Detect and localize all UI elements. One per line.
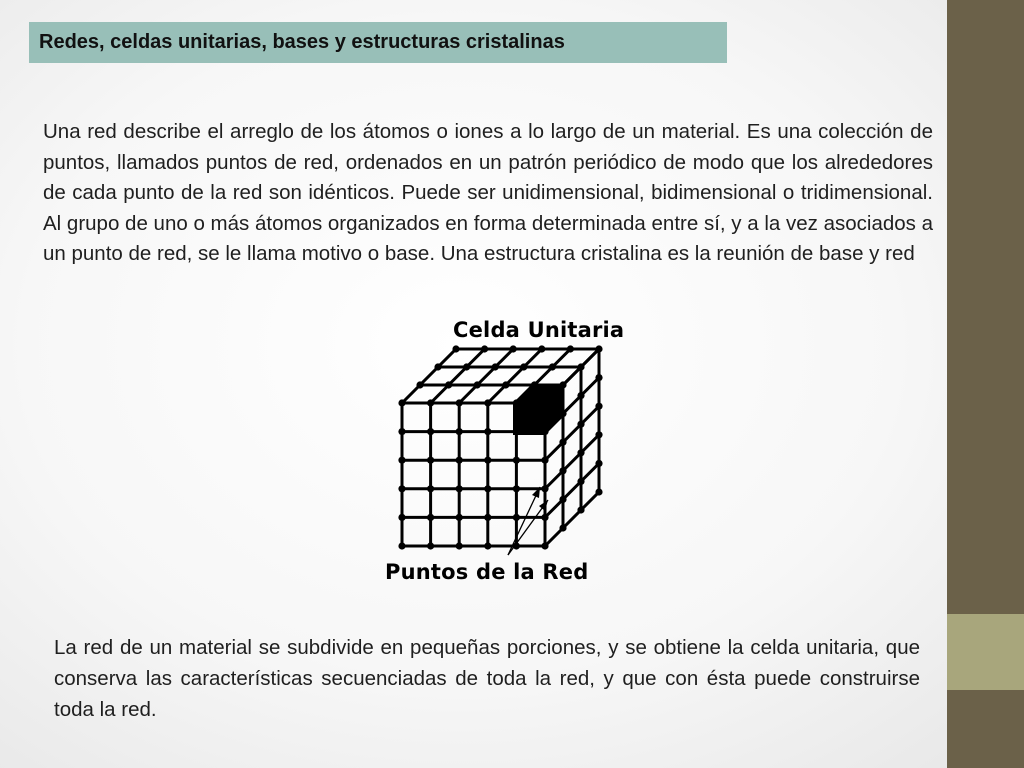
top-grid-line xyxy=(402,349,456,403)
lattice-point xyxy=(541,485,548,492)
lattice-point xyxy=(398,514,405,521)
lattice-point xyxy=(484,514,491,521)
title-bar xyxy=(29,22,727,63)
lattice-point xyxy=(549,363,556,370)
lattice-point xyxy=(595,488,602,495)
lattice-point xyxy=(484,485,491,492)
figure-caption: Puntos de la Red xyxy=(385,560,589,584)
lattice-point xyxy=(577,421,584,428)
lattice-point xyxy=(484,542,491,549)
lattice-point xyxy=(398,399,405,406)
lattice-point xyxy=(513,457,520,464)
lattice-point xyxy=(416,381,423,388)
lattice-point xyxy=(398,428,405,435)
lattice-point xyxy=(559,439,566,446)
lattice-point xyxy=(559,524,566,531)
paragraph-lattice-definition: Una red describe el arreglo de los átomos o iones a lo largo de un material. Es una colección de puntos, llamados puntos de red, ordenados en un patrón periódico de modo que los alrededores de cada punto de la red son idénticos. Puede ser unidimensional, bidimensional o tridimensional. Al grupo de uno o más átomos organizados en forma determinada entre sí, y a la vez asociados a un punto de red, se le llama motivo o base. Una estructura cristalina es la reunión de base y red xyxy=(43,120,933,266)
lattice-point xyxy=(538,345,545,352)
lattice-point xyxy=(474,381,481,388)
top-grid-line xyxy=(431,349,485,403)
lattice-cube-diagram xyxy=(380,312,640,592)
lattice-point xyxy=(567,345,574,352)
lattice-point xyxy=(434,363,441,370)
lattice-point xyxy=(452,345,459,352)
lattice-point xyxy=(513,514,520,521)
lattice-point xyxy=(577,363,584,370)
lattice-point xyxy=(559,467,566,474)
top-grid-line xyxy=(459,349,513,403)
lattice-point xyxy=(577,449,584,456)
lattice-point xyxy=(456,514,463,521)
paragraph-unit-cell: La red de un material se subdivide en pequeñas porciones, y se obtiene la celda unitaria, que conserva las características secuenciadas de toda la red, y que con ésta puede construirse toda la red. xyxy=(54,636,920,721)
lattice-point xyxy=(502,381,509,388)
lattice-point xyxy=(456,428,463,435)
lattice-point xyxy=(427,428,434,435)
unit-cell-figure xyxy=(380,312,640,592)
figure-title: Celda Unitaria xyxy=(453,318,625,342)
lattice-point xyxy=(595,345,602,352)
sidebar-accent-decoration xyxy=(947,614,1024,690)
lattice-point xyxy=(427,542,434,549)
lattice-point xyxy=(595,460,602,467)
lattice-point xyxy=(520,363,527,370)
lattice-point xyxy=(541,542,548,549)
lattice-point xyxy=(492,363,499,370)
lattice-point xyxy=(513,485,520,492)
lattice-point xyxy=(577,506,584,513)
lattice-point xyxy=(427,485,434,492)
lattice-point xyxy=(595,374,602,381)
lattice-point xyxy=(541,514,548,521)
side-grid-line xyxy=(545,492,599,546)
side-grid-line xyxy=(545,463,599,517)
lattice-point xyxy=(427,457,434,464)
slide-title: Redes, celdas unitarias, bases y estructuras cristalinas xyxy=(39,31,565,53)
lattice-point xyxy=(456,485,463,492)
lattice-point xyxy=(595,403,602,410)
lattice-point xyxy=(463,363,470,370)
lattice-point xyxy=(456,542,463,549)
lattice-point xyxy=(559,496,566,503)
side-grid-line xyxy=(545,435,599,489)
lattice-point xyxy=(484,457,491,464)
lattice-point xyxy=(456,457,463,464)
lattice-point xyxy=(398,457,405,464)
lattice-point xyxy=(398,542,405,549)
lattice-point xyxy=(427,399,434,406)
lattice-point xyxy=(577,478,584,485)
lattice-point xyxy=(541,457,548,464)
lattice-point xyxy=(445,381,452,388)
lattice-point xyxy=(456,399,463,406)
lattice-point xyxy=(481,345,488,352)
lattice-point xyxy=(577,392,584,399)
lattice-point xyxy=(484,428,491,435)
unit-cell-highlight xyxy=(513,403,545,435)
lattice-point xyxy=(595,431,602,438)
lattice-point xyxy=(484,399,491,406)
lattice-point xyxy=(427,514,434,521)
lattice-point xyxy=(510,345,517,352)
lattice-point xyxy=(398,485,405,492)
